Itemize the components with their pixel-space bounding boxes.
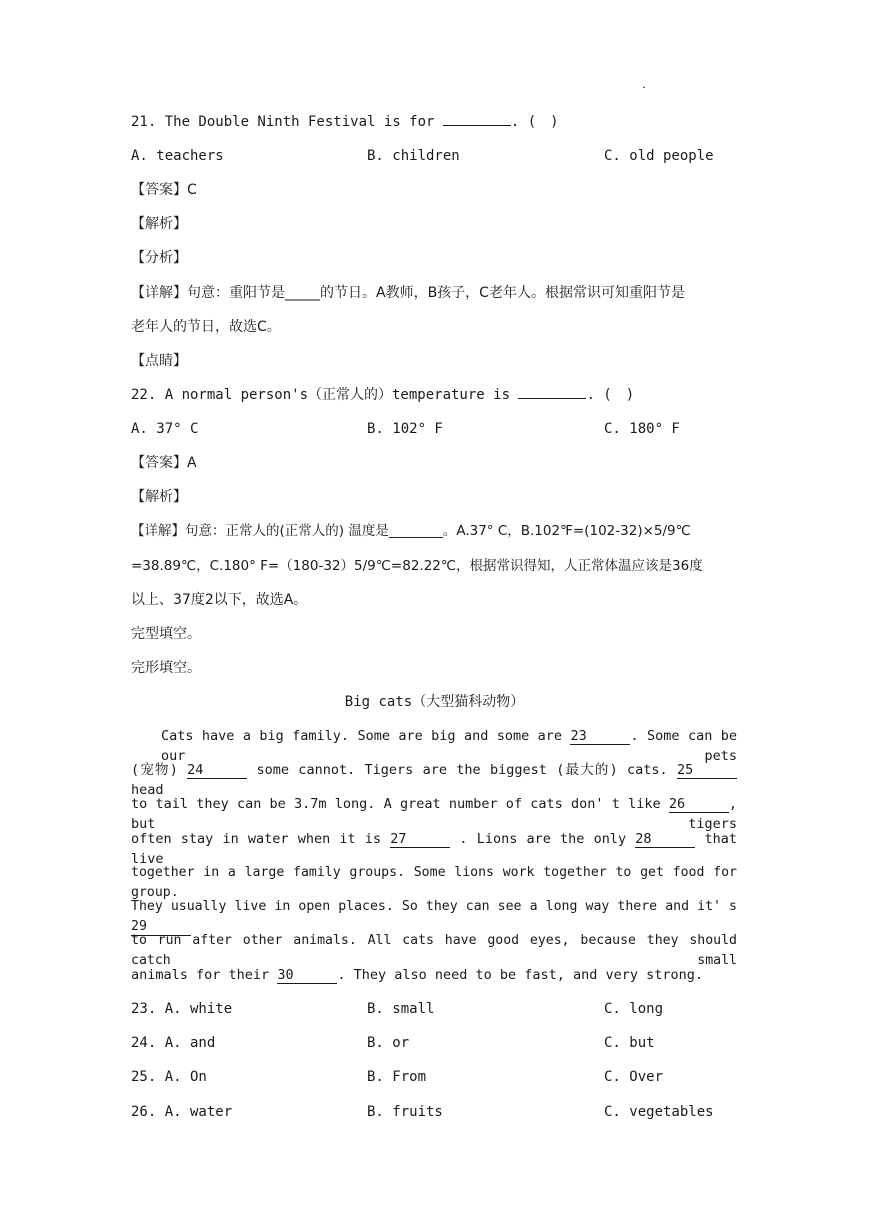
choice-23-c: C. long [604, 1001, 664, 1017]
q22-option-c: C. 180° F [604, 421, 680, 437]
q22-analysis-label: 【解析】 [131, 489, 187, 505]
passage-line-8: animals for their 30 . They also need to be fast, and very strong. [131, 967, 704, 983]
passage-line-1: Cats have a big family. Some are big and some are 23 . Some can be our pets [161, 728, 737, 764]
passage-line-4: often stay in water when it is 27 . Lions are the only 28 that live [131, 831, 737, 867]
blank-29: 29 [131, 919, 191, 936]
choice-25-b: B. From [367, 1069, 427, 1085]
passage-line-6: They usually live in open places. So they can see a long way there and it' s 29 [131, 899, 737, 934]
q22-answer: 【答案】A [131, 455, 197, 471]
choice-23-b: B. small [367, 1001, 435, 1017]
answer-blank [518, 398, 586, 399]
choice-24-b: B. or [367, 1035, 410, 1051]
answer-blank [443, 125, 511, 126]
passage-title: Big cats（大型猫科动物） [344, 694, 525, 710]
q21-detail-line-1: 【详解】句意：重阳节是_____的节日。A教师，B孩子，C老年人。根据常识可知重阳节是 [131, 285, 685, 301]
blank-26: 26 [669, 796, 729, 813]
q22-detail-line-2: =38.89℃，C.180° F=（180-32）5/9℃=82.22℃，根据常识得知，人正常体温应该是36度 [131, 558, 703, 574]
q21-dianjing-label: 【点睛】 [131, 353, 187, 369]
blank-24: 24 [187, 762, 247, 779]
question-21-stem: 21. The Double Ninth Festival is for . ( ) [131, 114, 559, 130]
blank-30: 30 [277, 967, 337, 984]
q22-option-a: A. 37° C [131, 421, 199, 437]
choice-24-c: C. but [604, 1035, 655, 1051]
blank-28: 28 [635, 831, 695, 848]
passage-line-2: (宠物) 24 some cannot. Tigers are the biggest (最大的) cats. 25 head [131, 760, 737, 800]
choice-25-a: 25. A. On [131, 1069, 207, 1085]
q21-analysis-label: 【解析】 [131, 216, 187, 232]
passage-line-7: to run after other animals. All cats have good eyes, because they should catch small [131, 933, 737, 968]
q21-option-c: C. old people [604, 148, 714, 164]
blank-23: 23 [570, 728, 630, 745]
q22-detail-line-1: 【详解】句意：正常人的(正常人的) 温度是________。A.37° C，B.102℉=(102-32)×5/9℃ [131, 523, 691, 539]
blank-27: 27 [390, 831, 450, 848]
choice-23-a: 23. A. white [131, 1001, 233, 1017]
choice-26-a: 26. A. water [131, 1104, 233, 1120]
section-heading-1: 完型填空。 [131, 626, 201, 642]
q22-option-b: B. 102° F [367, 421, 443, 437]
blank-25: 25 [677, 762, 737, 779]
choice-24-a: 24. A. and [131, 1035, 216, 1051]
choice-26-b: B. fruits [367, 1104, 443, 1120]
q21-detail-line-2: 老年人的节日，故选C。 [131, 319, 281, 335]
section-heading-2: 完形填空。 [131, 660, 201, 676]
header-mark: . [641, 80, 648, 91]
q21-option-a: A. teachers [131, 148, 224, 164]
q21-fenxi-label: 【分析】 [131, 250, 187, 266]
q21-option-b: B. children [367, 148, 460, 164]
question-22-stem: 22. A normal person's（正常人的）temperature is . ( ) [131, 387, 635, 403]
passage-line-5: together in a large family groups. Some lions work together to get food for group. [131, 865, 737, 900]
choice-25-c: C. Over [604, 1069, 664, 1085]
passage-line-3: to tail they can be 3.7m long. A great number of cats don' t like 26 , but tigers [131, 796, 737, 832]
choice-26-c: C. vegetables [604, 1104, 714, 1120]
q21-answer: 【答案】C [131, 182, 197, 198]
q22-detail-line-3: 以上、37度2以下，故选A。 [131, 592, 308, 608]
